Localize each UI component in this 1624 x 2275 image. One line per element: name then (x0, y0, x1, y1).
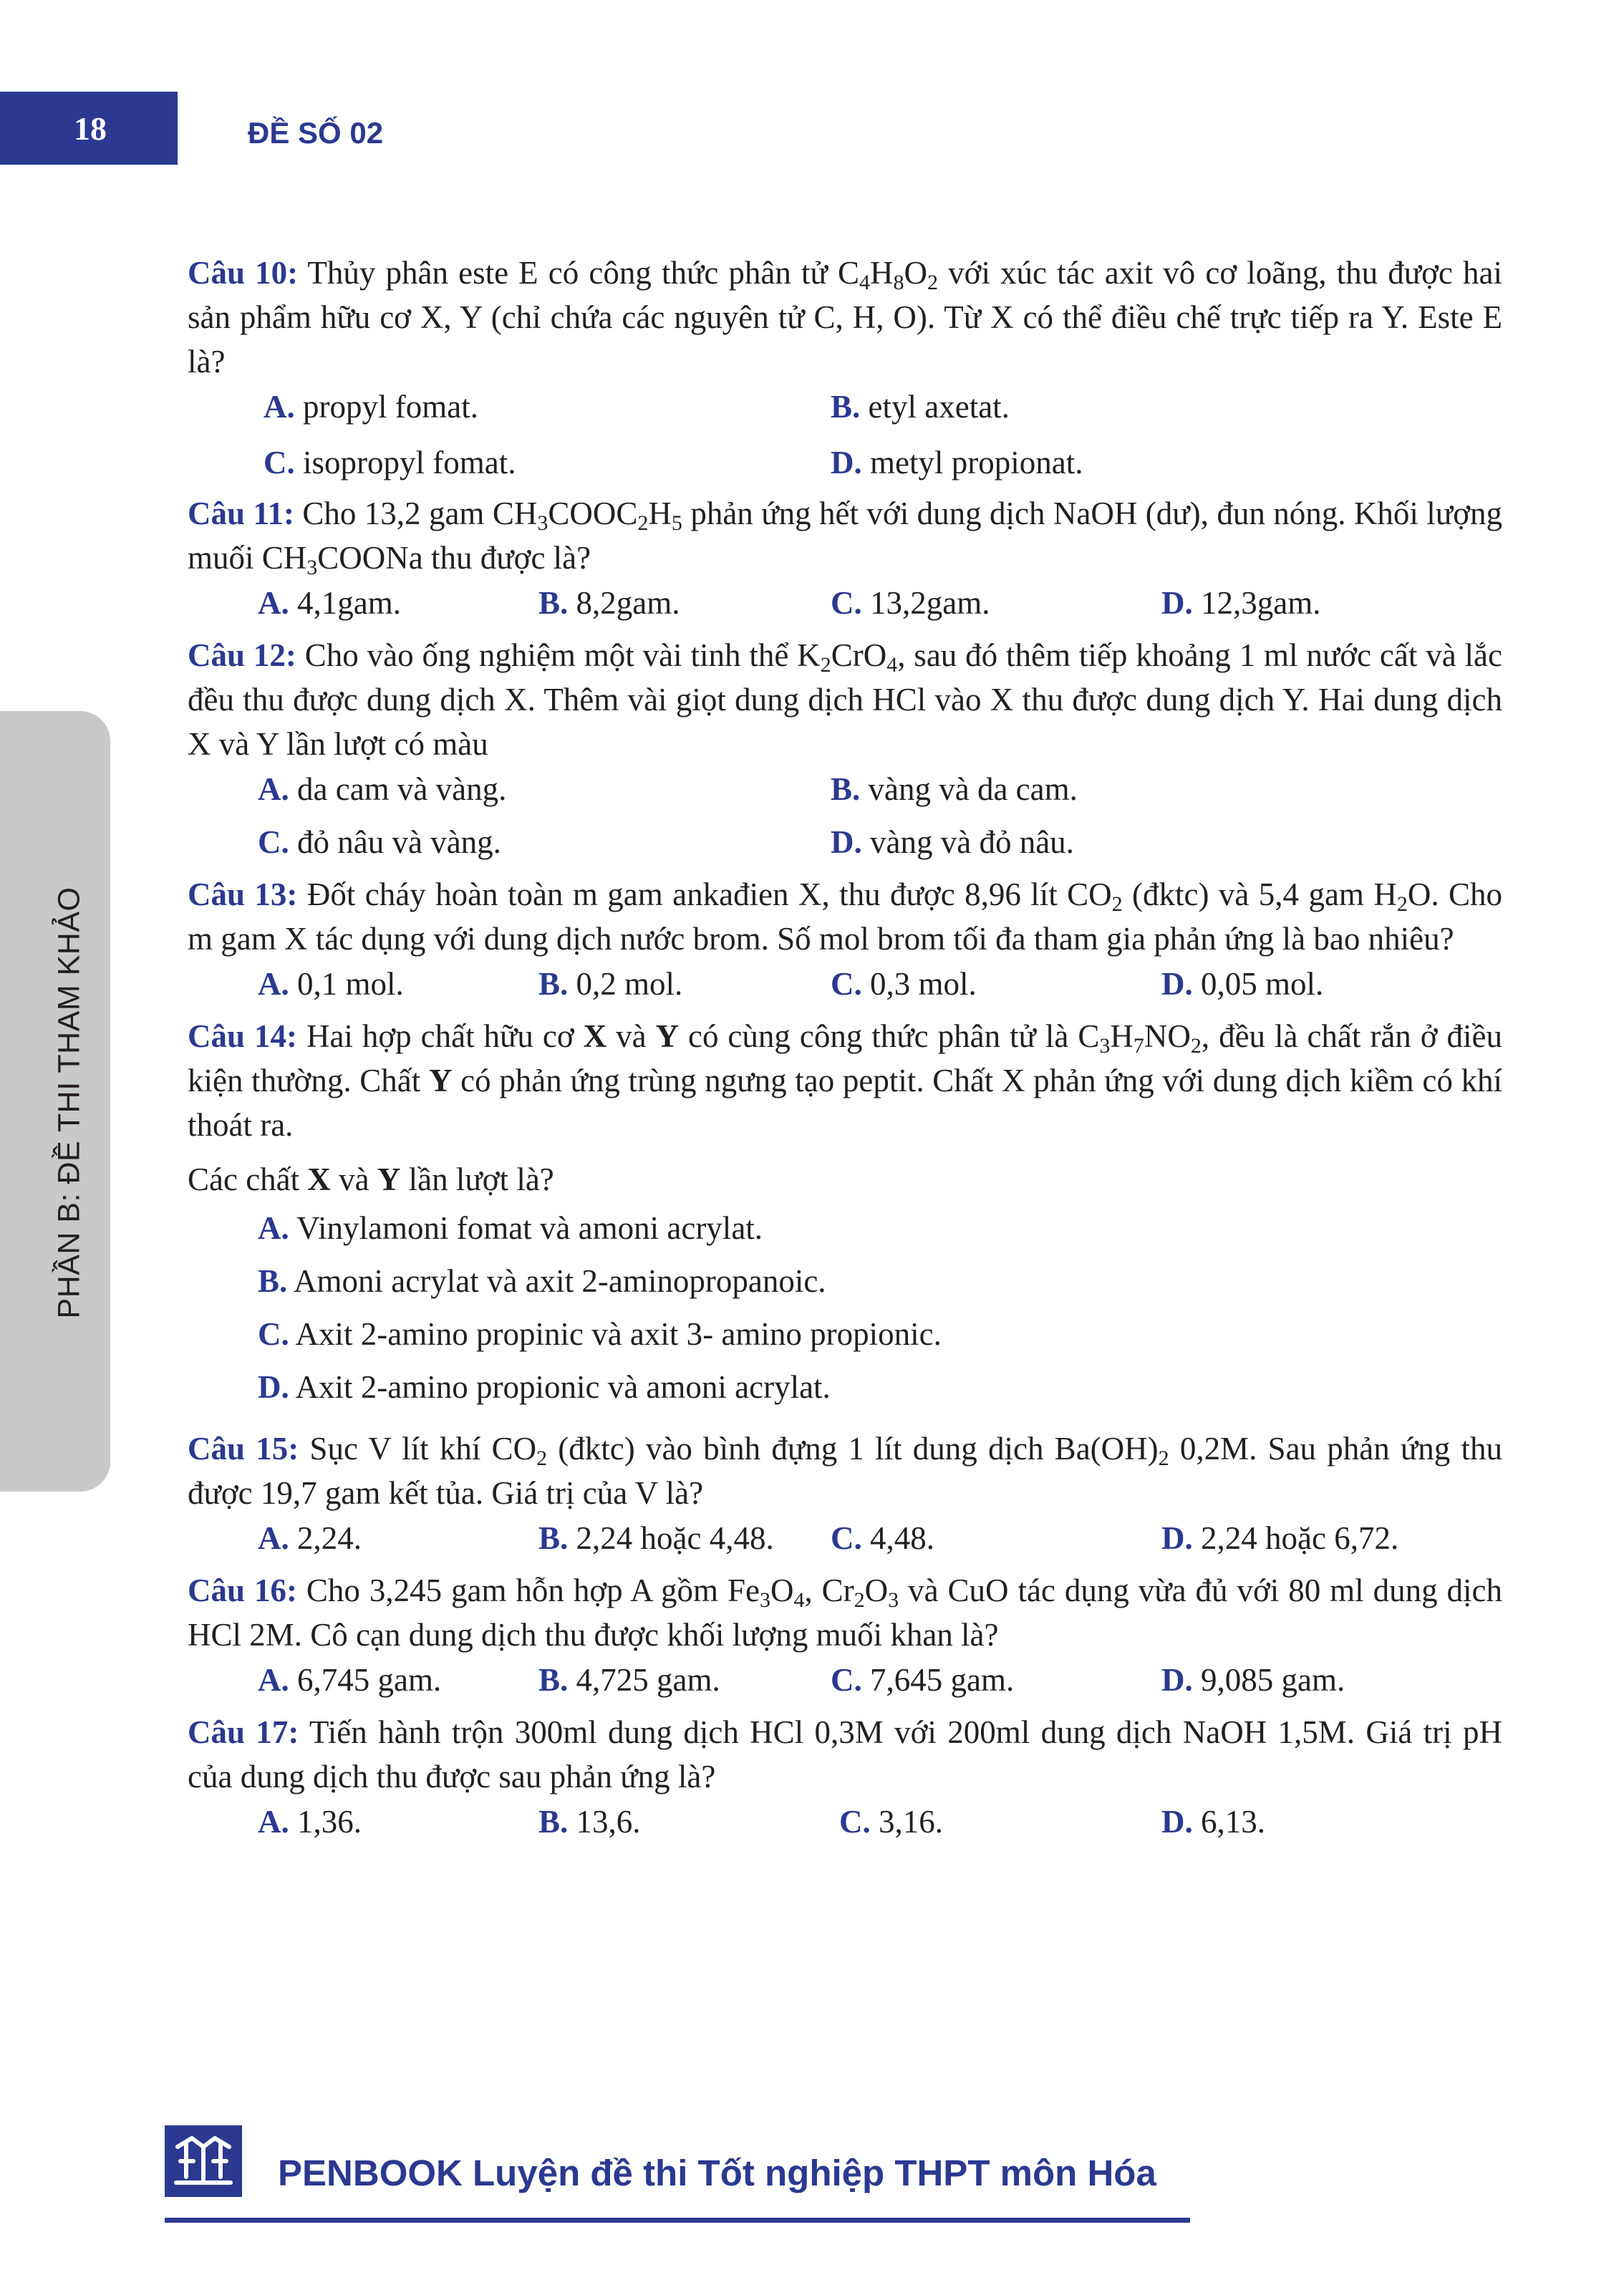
options-row (188, 819, 1502, 872)
question-label: Câu 16: (188, 1573, 297, 1608)
question-label: Câu 12: (188, 637, 296, 673)
option-b[interactable]: B. etyl axetat. (831, 389, 1010, 425)
option-b[interactable]: B. 0,2 mol. (538, 966, 683, 1002)
penbook-logo-icon (165, 2125, 242, 2197)
question-14-prompt: Các chất X và Y lần lượt là? (188, 1161, 554, 1197)
option-a[interactable]: A. 0,1 mol. (258, 966, 404, 1002)
option-b[interactable]: B. 4,725 gam. (538, 1662, 720, 1698)
option-d[interactable]: D. 6,13. (1161, 1804, 1265, 1840)
question-13: Câu 13: Đốt cháy hoàn toàn m gam ankađien X, thu được 8,96 lít $CO_2$ (đktc) và 5,4 gam $H_2O$. Cho m gam X tác dụng với dung dịch nước brom. Số mol brom tối đa tham gia phản ứng là bao nhiêu? (188, 876, 1502, 957)
option-a[interactable]: A. propyl fomat. (264, 389, 478, 425)
option-b[interactable]: B. Amoni acrylat và axit 2-aminopropanoic. (258, 1263, 826, 1299)
question-list (188, 251, 1502, 1852)
options-row (188, 961, 1502, 1014)
exam-title: ĐỀ SỐ 02 (248, 116, 384, 150)
question-16: Câu 16: Cho 3,245 gam hỗn hợp A gồm $Fe_3O_4$, $Cr_2O_3$ và CuO tác dụng vừa đủ với 80 ml dung dịch HCl 2M. Cô cạn dung dịch thu được khối lượng muối khan là? (188, 1573, 1503, 1653)
question-label: Câu 13: (188, 876, 298, 912)
question-17: Câu 17: Tiến hành trộn 300ml dung dịch HCl 0,3M với 200ml dung dịch NaOH 1,5M. Giá trị pH của dung dịch thu được sau phản ứng là? (188, 1714, 1502, 1795)
options-row (188, 1657, 1502, 1710)
question-10: Câu 10: Thủy phân este E có công thức phân tử $C_4H_8O_2$ với xúc tác axit vô cơ loãng, thu được hai sản phẩm hữu cơ X, Y (chỉ chứa các nguyên tử C, H, O). Từ X có thể điều chế trực tiếp ra Y. Este E là? (188, 255, 1502, 380)
option-a[interactable]: A. 2,24. (258, 1520, 362, 1556)
option-d[interactable]: D. vàng và đỏ nâu. (831, 824, 1074, 860)
question-label: Câu 17: (188, 1714, 299, 1750)
option-d[interactable]: D. 12,3gam. (1161, 585, 1321, 621)
footer-divider (165, 2218, 1190, 2223)
options-row (188, 1799, 1502, 1852)
option-c[interactable]: C. Axit 2-amino propinic và axit 3- amino propionic. (258, 1316, 942, 1352)
option-d[interactable]: D. metyl propionat. (831, 445, 1083, 480)
option-c[interactable]: C. 3,16. (839, 1804, 943, 1840)
options-row (188, 1515, 1502, 1568)
option-c[interactable]: C. isopropyl fomat. (264, 445, 516, 480)
page-number: 18 (0, 92, 178, 165)
option-a[interactable]: A. 6,745 gam. (258, 1662, 442, 1698)
option-b[interactable]: B. 8,2gam. (538, 585, 680, 621)
option-c[interactable]: C. đỏ nâu và vàng. (258, 824, 501, 860)
question-15: Câu 15: Sục V lít khí $CO_2$ (đktc) vào bình đựng 1 lít dung dịch $Ba(OH)_2$ 0,2M. Sau phản ứng thu được 19,7 gam kết tủa. Giá trị của V là? (188, 1431, 1503, 1511)
option-b[interactable]: B. 2,24 hoặc 4,48. (538, 1520, 774, 1556)
footer-title: PENBOOK Luyện đề thi Tốt nghiệp THPT môn Hóa (278, 2153, 1156, 2193)
question-label: Câu 10: (188, 255, 299, 291)
options-row (188, 384, 1502, 440)
option-d[interactable]: D. Axit 2-amino propionic và amoni acrylat. (258, 1369, 831, 1405)
question-14: Câu 14: Hai hợp chất hữu cơ X và Y có cùng công thức phân tử là $C_3H_7NO_2$, đều là chất rắn ở điều kiện thường. Chất Y có phản ứng trùng ngưng tạo peptit. Chất X phản ứng với dung dịch kiềm có khí thoát ra. (188, 1018, 1503, 1143)
option-a[interactable]: A. da cam và vàng. (258, 771, 507, 807)
option-b[interactable]: B. 13,6. (538, 1804, 641, 1840)
question-12: Câu 12: Cho vào ống nghiệm một vài tinh thể $K_2CrO_4$, sau đó thêm tiếp khoảng 1 ml nước cất và lắc đều thu được dung dịch X. Thêm vài giọt dung dịch HCl vào X thu được dung dịch Y. Hai dung dịch X và Y lần lượt có màu (188, 637, 1502, 762)
option-a[interactable]: A. 4,1gam. (258, 585, 401, 621)
question-label: Câu 11: (188, 496, 294, 531)
option-b[interactable]: B. vàng và da cam. (831, 771, 1078, 807)
option-a[interactable]: A. Vinylamoni fomat và amoni acrylat. (258, 1210, 763, 1246)
option-a[interactable]: A. 1,36. (258, 1804, 362, 1840)
options-row (188, 766, 1502, 819)
option-c[interactable]: C. 13,2gam. (831, 585, 990, 621)
penbook-logo (165, 2125, 242, 2197)
option-d[interactable]: D. 9,085 gam. (1161, 1662, 1345, 1698)
side-tab-label: PHẦN B: ĐỀ THI THAM KHẢO (52, 887, 87, 1319)
question-11: Câu 11: Cho 13,2 gam $CH_3COOC_2H_5$ phản ứng hết với dung dịch NaOH (dư), đun nóng. Khối lượng muối $CH_3COONa$ thu được là? (188, 496, 1502, 579)
option-c[interactable]: C. 0,3 mol. (831, 966, 977, 1002)
option-d[interactable]: D. 2,24 hoặc 6,72. (1161, 1520, 1399, 1556)
option-d[interactable]: D. 0,05 mol. (1161, 966, 1324, 1002)
options-row (188, 580, 1502, 633)
option-c[interactable]: C. 7,645 gam. (831, 1662, 1015, 1698)
options-row (188, 440, 1502, 491)
question-label: Câu 15: (188, 1431, 299, 1467)
question-label: Câu 14: (188, 1018, 297, 1054)
option-c[interactable]: C. 4,48. (831, 1520, 934, 1556)
